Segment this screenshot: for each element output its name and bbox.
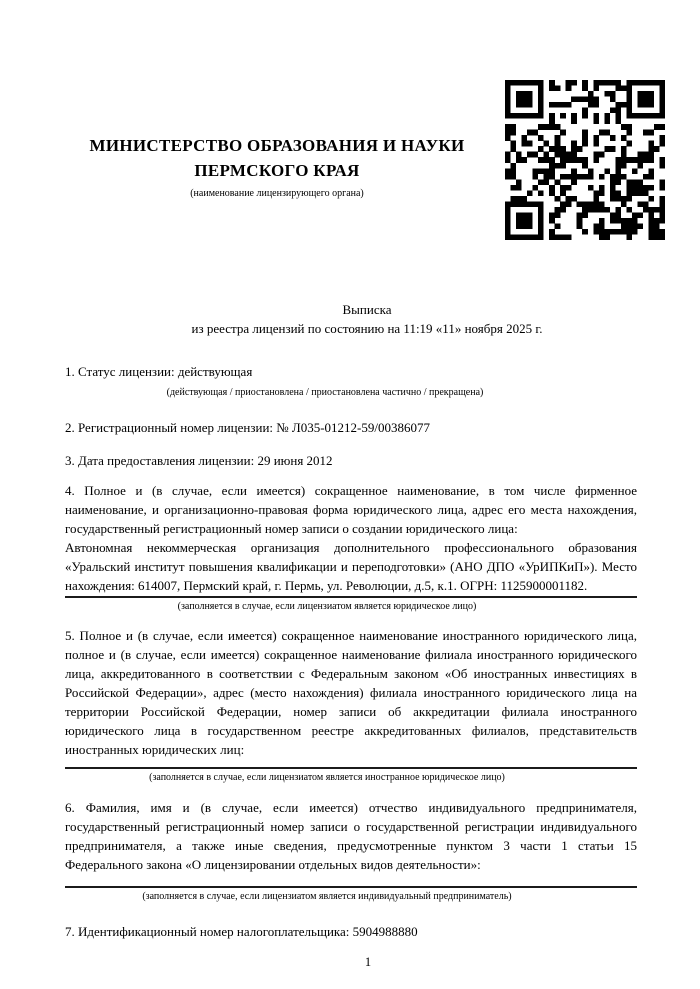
document-title	[65, 300, 637, 338]
item-license-status: 1. Статус лицензии: действующая	[65, 364, 253, 379]
item-legal-entity-statement: 4. Полное и (в случае, если имеется) сокращенное наименование, в том числе фирменное наименование, и организационно-правовая форма юридического лица, адрес его места нахождения, государственный регистрационный номер записи о создании юридического лица:	[65, 483, 637, 536]
item-entrepreneur: 6. Фамилия, имя и (в случае, если имеется) отчество индивидуального предпринимателя, государственный регистрационный номер записи о государственной регистрации индивидуального предпринимателя, а также иные сведения, предусмотренные пунктом 3 части 1 статьи 15 Федерального закона «О лицензировании отдельных видов деятельности»:	[65, 800, 637, 872]
legal-entity-caption: (заполняется в случае, если лицензиатом является юридическое лицо)	[177, 601, 477, 612]
item-foreign-entity: 5. Полное и (в случае, если имеется) сокращенное наименование иностранного юридического лица, полное и (в случае, если имеется) сокращенное наименование филиала иностранного юридического лица, аккредитованного в соответствии с Федеральным законом «Об иностранных инвестициях в Российской Федерации», адрес (место нахождения) филиала иностранного юридического лица на территории Российской Федерации, номер записи об аккредитации филиала иностранного юридического лица в государственном реестре аккредитованных филиалов, представительств иностранных юридических лиц:	[65, 628, 637, 757]
item-legal-entity	[65, 481, 637, 595]
foreign-entity-caption: (заполняется в случае, если лицензиатом является иностранное юридическое лицо)	[149, 772, 505, 783]
status-options-caption: (действующая / приостановлена / приостановлена частично / прекращена)	[166, 387, 484, 398]
item-taxpayer-number: 7. Идентификационный номер налогоплательщика: 5904988880	[65, 924, 418, 939]
entrepreneur-caption: (заполняется в случае, если лицензиатом является индивидуальный предприниматель)	[142, 891, 512, 902]
item-legal-entity-value: Автономная некоммерческая организация дополнительного профессионального образования «Уральский институт повышения квалификации и переподготовки» (АНО ДПО «УрИПКиП»). Место нахождения: 614007, Пермский край, г. Пермь, ул. Революции, д.5, к.1. ОГРН: 1125900001182.	[65, 540, 637, 593]
title-line2: из реестра лицензий по состоянию на 11:19 «11» ноября 2025 г.	[191, 321, 543, 336]
org-name-caption: (наименование лицензирующего органа)	[190, 188, 364, 199]
org-name-line1: МИНИСТЕРСТВО ОБРАЗОВАНИЯ И НАУКИ	[89, 136, 465, 155]
title-line1: Выписка	[342, 302, 392, 317]
org-name-line2: ПЕРМСКОГО КРАЯ	[194, 161, 360, 180]
item-registration-number: 2. Регистрационный номер лицензии: № Л035-01212-59/00386077	[65, 420, 431, 435]
qr-code-icon	[505, 80, 665, 240]
page-number: 1	[364, 955, 372, 969]
fill-line-foreign-entity	[65, 767, 637, 769]
fill-line-entrepreneur	[65, 886, 637, 888]
document-body	[65, 300, 637, 972]
licensing-authority-header	[65, 133, 489, 200]
fill-line-legal-entity	[65, 596, 637, 598]
item-grant-date: 3. Дата предоставления лицензии: 29 июня 2012	[65, 453, 333, 468]
